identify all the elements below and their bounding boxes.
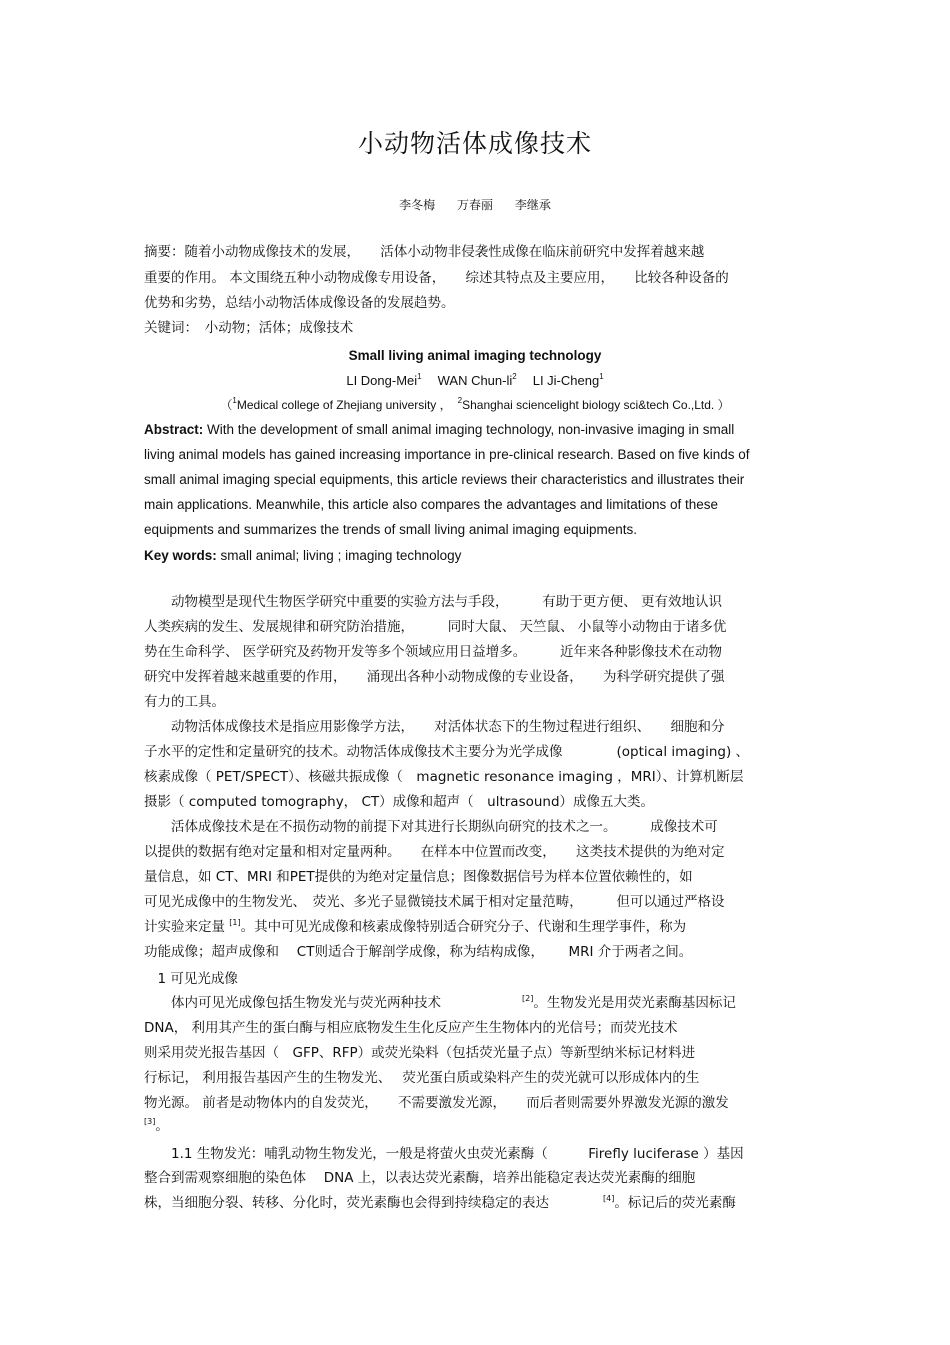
affiliation-2: Shanghai sciencelight biology sci&tech Co.,Ltd. ） xyxy=(462,398,730,412)
author-en-1-sup: 1 xyxy=(417,372,422,381)
author-en-1: LI Dong-Mei xyxy=(346,373,418,388)
body-line: 以提供的数据有绝对定量和相对定量两种。 在样本中位置而改变， 这类技术提供的为绝对定 xyxy=(144,844,725,860)
body-line xyxy=(144,995,814,1011)
author-cn-3: 李继承 xyxy=(514,198,551,212)
body-line: 行标记， 利用报告基因产生的生物发光、 荧光蛋白质或染料产生的荧光就可以形成体内的生 xyxy=(144,1070,700,1086)
affiliation-sup-2: 2 xyxy=(457,396,463,405)
abstract-en-line: equipments and summarizes the trends of small living animal imaging equipments. xyxy=(144,522,637,537)
body-text: 。其中可见光成像和核素成像特别适合研究分子、代谢和生理学事件，称为 xyxy=(240,919,687,935)
authors-cn xyxy=(0,196,950,213)
body-line: 量信息，如 CT、MRI 和PET提供的为绝对定量信息；图像数据信号为样本位置依赖性的，如 xyxy=(144,869,693,885)
abstract-cn-line: 重要的作用。 本文围绕五种小动物成像专用设备， 综述其特点及主要应用， 比较各种设备的 xyxy=(144,270,729,286)
body-line: 整合到需观察细胞的染色体 DNA 上，以表达荧光素酶，培养出能稳定表达荧光素酶的细胞 xyxy=(144,1170,696,1186)
citation-ref: [4] xyxy=(603,1194,615,1203)
author-en-2: WAN Chun-li xyxy=(437,373,513,388)
authors-en xyxy=(0,373,950,389)
abstract-en-line xyxy=(144,422,814,438)
body-line: 人类疾病的发生、发展规律和研究防治措施， 同时大鼠、 天竺鼠、 小鼠等小动物由于诸多优 xyxy=(144,619,727,635)
author-en-3-sup: 1 xyxy=(599,372,604,381)
body-text: 株，当细胞分裂、转移、分化时，荧光素酶也会得到持续稳定的表达 xyxy=(144,1195,603,1211)
body-line: 物光源。 前者是动物体内的自发荧光， 不需要激发光源， 而后者则需要外界激发光源的激发 xyxy=(144,1095,729,1111)
paper-title-en: Small living animal imaging technology xyxy=(348,348,602,363)
section-heading: 1 可见光成像 xyxy=(144,971,238,987)
citation-ref: [2] xyxy=(522,994,534,1003)
body-line xyxy=(144,919,814,935)
author-en-2-sup: 2 xyxy=(512,372,517,381)
body-line: 势在生命科学、 医学研究及药物开发等多个领域应用日益增多。 近年来各种影像技术在动物 xyxy=(144,644,723,660)
paper-title: 小动物活体成像技术 xyxy=(357,129,592,158)
body-line: 1.1 生物发光：哺乳动物生物发光，一般是将萤火虫荧光素酶（ Firefly luciferase ）基因 xyxy=(144,1146,744,1162)
body-line: 可见光成像中的生物发光、 荧光、多光子显微镜技术属于相对定量范畴， 但可以通过严格设 xyxy=(144,894,725,910)
body-line: 动物活体成像技术是指应用影像学方法， 对活体状态下的生物过程进行组织、 细胞和分 xyxy=(144,719,725,735)
body-text: 计实验来定量 xyxy=(144,919,230,935)
body-line xyxy=(144,1195,814,1211)
abstract-en-line: living animal models has gained increasing importance in pre-clinical research. Based on five kinds of xyxy=(144,447,750,462)
abstract-en-first: With the development of small animal imaging technology, non-invasive imaging in small xyxy=(203,422,735,437)
keywords-en xyxy=(144,548,814,564)
affiliation-open: （ xyxy=(220,398,233,412)
body-line: 则采用荧光报告基因（ GFP、RFP）或荧光染料（包括荧光量子点）等新型纳米标记材料进 xyxy=(144,1045,696,1061)
citation-ref: [3] xyxy=(144,1117,156,1126)
affiliation-1: Medical college of Zhejiang university ， xyxy=(236,398,452,412)
body-line: 研究中发挥着越来越重要的作用， 涌现出各种小动物成像的专业设备， 为科学研究提供了强 xyxy=(144,669,725,685)
author-cn-2: 万春丽 xyxy=(456,198,493,212)
keywords-en-label: Key words: xyxy=(144,548,217,563)
abstract-cn-line: 优势和劣势，总结小动物活体成像设备的发展趋势。 xyxy=(144,295,455,311)
body-line: 活体成像技术是在不损伤动物的前提下对其进行长期纵向研究的技术之一。 成像技术可 xyxy=(144,819,718,835)
body-line: 功能成像；超声成像和 CT则适合于解剖学成像，称为结构成像， MRI 介于两者之间。 xyxy=(144,944,693,960)
citation-ref: [1] xyxy=(229,918,241,927)
affiliation-sup-1: 1 xyxy=(232,396,237,405)
author-en-3: LI Ji-Cheng xyxy=(532,373,600,388)
abstract-en-label: Abstract: xyxy=(144,422,204,437)
body-line: 有力的工具。 xyxy=(144,694,225,710)
abstract-en-line: small animal imaging special equipments, this article reviews their characteristics and illustrates their xyxy=(144,472,745,487)
body-line: 动物模型是现代生物医学研究中重要的实验方法与手段， 有助于更方便、 更有效地认识 xyxy=(144,594,723,610)
keywords-cn: 关键词： 小动物；活体；成像技术 xyxy=(144,320,354,336)
body-text: 。 xyxy=(155,1118,169,1134)
body-line: DNA， 利用其产生的蛋白酶与相应底物发生生化反应产生生物体内的光信号；而荧光技术 xyxy=(144,1020,678,1036)
abstract-cn-line: 摘要：随着小动物成像技术的发展， 活体小动物非侵袭性成像在临床前研究中发挥着越来越 xyxy=(144,244,705,260)
author-cn-1: 李冬梅 xyxy=(399,198,436,212)
body-line: 核素成像（ PET/SPECT）、核磁共振成像（ magnetic resonance imaging ，MRI）、计算机断层 xyxy=(144,769,744,785)
body-text: 体内可见光成像包括生物发光与荧光两种技术 xyxy=(144,995,522,1011)
body-text: 。生物发光是用荧光素酶基因标记 xyxy=(533,995,736,1011)
body-text: 。标记后的荧光素酶 xyxy=(614,1195,736,1211)
abstract-en-line: main applications. Meanwhile, this article also compares the advantages and limitations of these xyxy=(144,497,719,512)
affiliations xyxy=(0,397,950,413)
body-line: 摄影（ computed tomography， CT）成像和超声（ ultrasound）成像五大类。 xyxy=(144,794,655,810)
keywords-en-text: small animal; living ; imaging technology xyxy=(216,548,462,563)
body-line: 子水平的定性和定量研究的技术。动物活体成像技术主要分为光学成像 (optical imaging) 、 xyxy=(144,744,750,760)
body-line xyxy=(144,1118,814,1134)
